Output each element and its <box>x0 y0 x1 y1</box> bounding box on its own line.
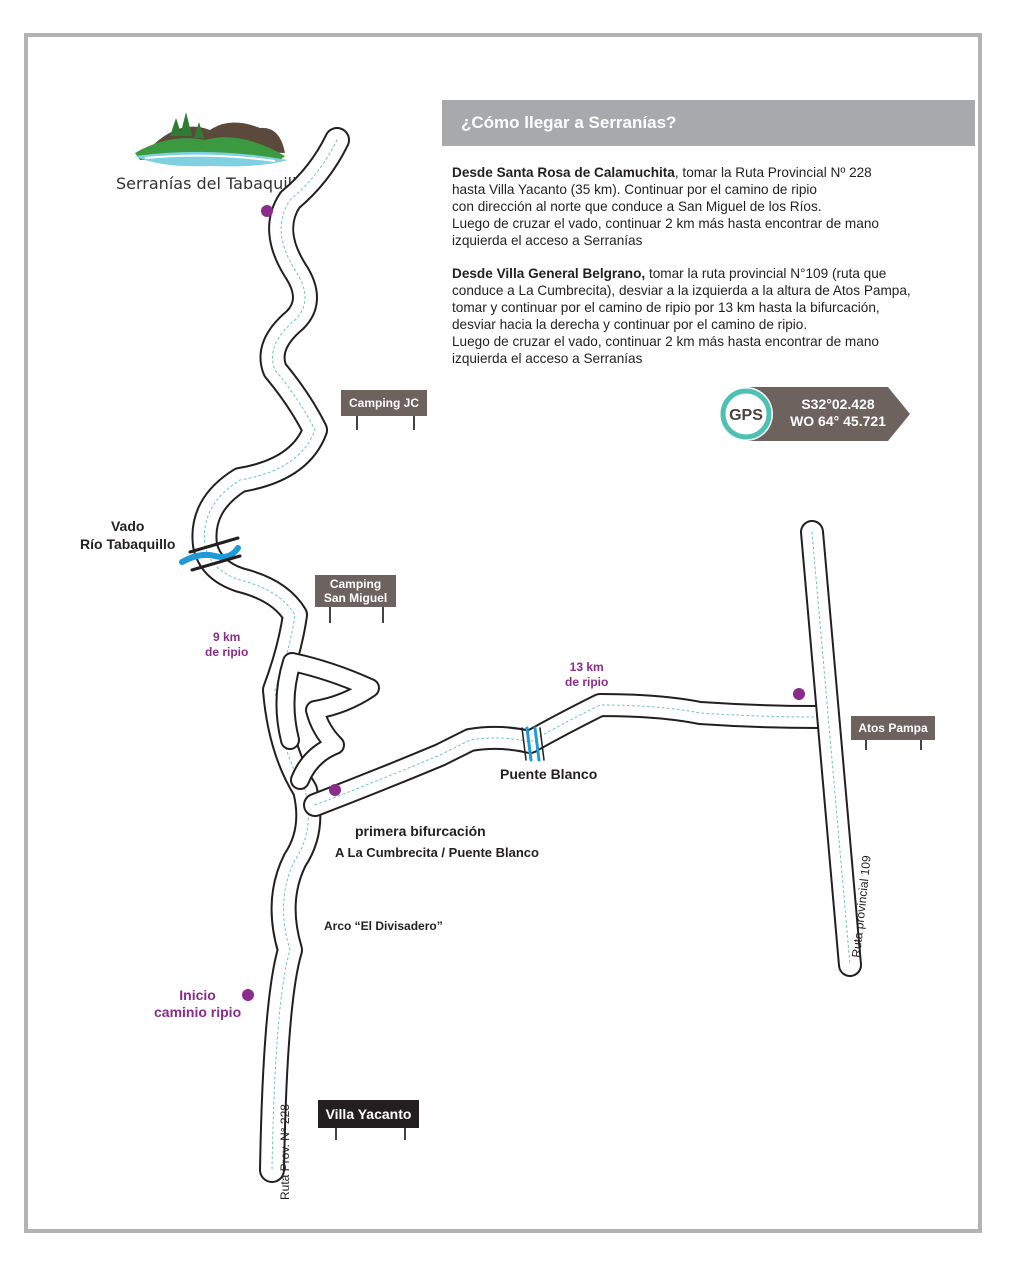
sign-camping-jc: Camping JC <box>341 390 427 416</box>
inicio-ripio-label <box>154 987 241 1021</box>
arco-label: Arco “El Divisadero” <box>324 919 443 933</box>
inicio-ripio-line2: caminio ripio <box>154 1004 242 1020</box>
sign-post <box>356 416 358 430</box>
direction-origin: Desde Villa General Belgrano, <box>452 266 646 281</box>
direction-line <box>452 316 972 333</box>
direction-line <box>452 164 972 181</box>
gps-latitude: S32°02.428 <box>801 396 875 412</box>
direction-text: , tomar la Ruta Provincial Nº 228 <box>674 165 872 180</box>
logo <box>110 108 330 198</box>
direction-text: hasta Villa Yacanto (35 km). Continuar por el camino de ripio <box>452 182 817 197</box>
gps-longitude: WO 64° 45.721 <box>790 413 886 429</box>
direction-text: con dirección al norte que conduce a San Miguel de los Ríos. <box>452 199 822 214</box>
sign-post <box>413 416 415 430</box>
sign-atos-pampa: Atos Pampa <box>851 716 935 740</box>
direction-origin: Desde Santa Rosa de Calamuchita <box>452 165 675 180</box>
direction-text: Luego de cruzar el vado, continuar 2 km más hasta encontrar de mano <box>452 334 879 349</box>
direction-line <box>452 198 972 215</box>
direction-line <box>452 282 972 299</box>
ripio-13km-line2: de ripio <box>565 675 609 689</box>
inicio-ripio-line1: Inicio <box>179 987 216 1003</box>
direction-text: Luego de cruzar el vado, continuar 2 km más hasta encontrar de mano <box>452 216 879 231</box>
page-title: ¿Cómo llegar a Serranías? <box>442 100 975 146</box>
gps-badge <box>718 385 913 443</box>
direction-line <box>452 265 972 282</box>
ripio-9km-line1: 9 km <box>212 630 241 644</box>
vado-label <box>80 517 175 553</box>
directions-villa-general-belgrano <box>452 265 972 367</box>
sign-villa-yacanto: Villa Yacanto <box>318 1100 419 1128</box>
sign-post <box>920 740 922 750</box>
ruta-109-label: Ruta provincial 109 <box>849 854 874 959</box>
direction-text: tomar y continuar por el camino de ripio por 13 km hasta la bifurcación, <box>452 300 880 315</box>
sign-camping-san-miguel-line1: Camping <box>329 577 382 591</box>
sign-camping-san-miguel-line2: San Miguel <box>323 591 388 605</box>
direction-line <box>452 350 972 367</box>
puente-blanco-label: Puente Blanco <box>500 766 598 782</box>
direction-text: tomar la ruta provincial N°109 (ruta que <box>645 266 887 281</box>
bifurcacion-label: primera bifurcación <box>355 823 486 839</box>
sign-post <box>329 607 331 623</box>
direction-line <box>452 232 972 249</box>
sign-post <box>404 1128 406 1140</box>
direction-line <box>452 181 972 198</box>
direction-line <box>452 333 972 350</box>
direction-text: desviar hacia la derecha y continuar por el camino de ripio. <box>452 317 808 332</box>
ripio-13km-label <box>565 660 608 690</box>
direction-text: izquierda el acceso a Serranías <box>452 351 643 366</box>
sign-post <box>335 1128 337 1140</box>
ruta-228-label: Ruta Prov. N° 228 <box>278 1104 292 1200</box>
direction-line <box>452 299 972 316</box>
sign-camping-san-miguel <box>315 575 396 607</box>
vado-label-line1: Vado <box>110 518 145 534</box>
direction-line <box>452 215 972 232</box>
direction-text: conduce a La Cumbrecita), desviar a la izquierda a la altura de Atos Pampa, <box>452 283 911 298</box>
ripio-9km-label <box>205 630 248 660</box>
sign-post <box>382 607 384 623</box>
ripio-9km-line2: de ripio <box>205 645 249 659</box>
cumbrecita-label: A La Cumbrecita / Puente Blanco <box>335 845 539 860</box>
ripio-13km-line1: 13 km <box>569 660 604 674</box>
sign-post <box>865 740 867 750</box>
vado-label-line2: Río Tabaquillo <box>80 536 176 552</box>
gps-label: GPS <box>729 407 763 424</box>
logo-text: Serranías del Tabaquillo <box>116 174 307 193</box>
directions-santa-rosa <box>452 164 972 249</box>
direction-text: izquierda el acceso a Serranías <box>452 233 643 248</box>
